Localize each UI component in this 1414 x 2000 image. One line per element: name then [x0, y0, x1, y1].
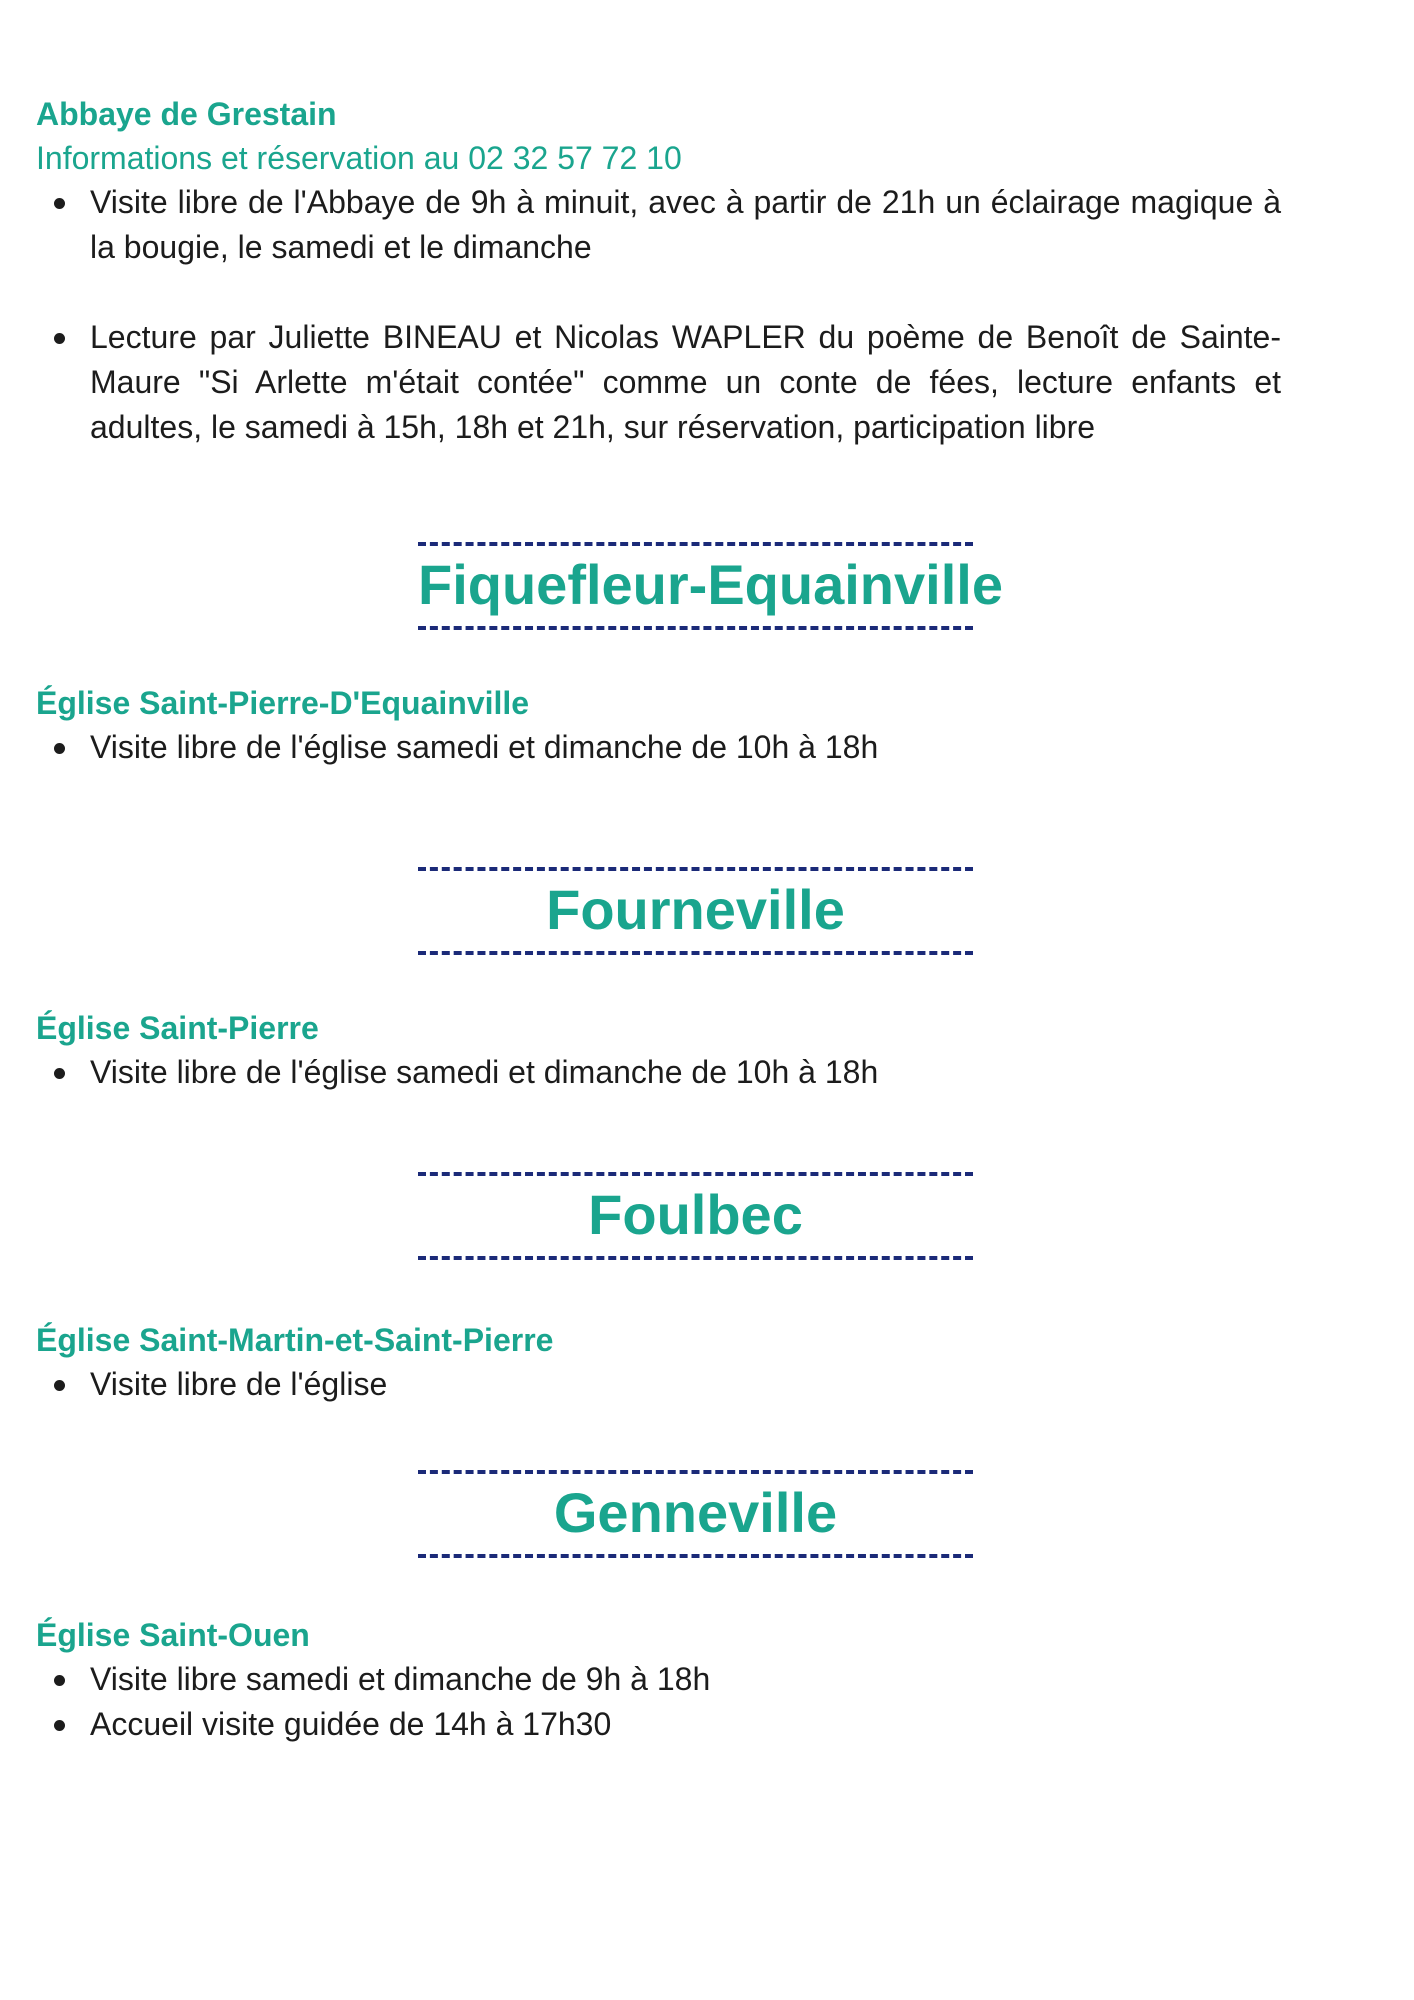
list-item: Visite libre de l'Abbaye de 9h à minuit, avec à partir de 21h un éclairage magique à la bougie, le samedi et le dimanche [36, 180, 1281, 270]
fourneville-section [36, 1006, 1281, 1095]
dashed-divider [418, 1470, 973, 1474]
venue-title: Abbaye de Grestain [36, 96, 337, 132]
dashed-divider [418, 1554, 973, 1558]
reservation-info: Informations et réservation au 02 32 57 72 10 [36, 140, 682, 176]
list-item: Visite libre samedi et dimanche de 9h à 18h [36, 1657, 1281, 1702]
dashed-divider [418, 1256, 973, 1260]
dashed-divider [418, 951, 973, 955]
town-name: Foulbec [588, 1183, 803, 1246]
list-item: Accueil visite guidée de 14h à 17h30 [36, 1702, 1281, 1747]
list-item: Visite libre de l'église samedi et dimanche de 10h à 18h [36, 725, 1281, 770]
activity-list [36, 1657, 1281, 1747]
town-heading-genneville [418, 1470, 973, 1558]
dashed-divider [418, 626, 973, 630]
activity-list [36, 1362, 1281, 1407]
foulbec-section [36, 1318, 1281, 1407]
town-heading-foulbec [418, 1172, 973, 1260]
venue-title: Église Saint-Pierre [36, 1010, 319, 1046]
town-heading-fourneville [418, 867, 973, 955]
activity-list [36, 725, 1281, 770]
list-item: Visite libre de l'église samedi et dimanche de 10h à 18h [36, 1050, 1281, 1095]
venue-title: Église Saint-Martin-et-Saint-Pierre [36, 1322, 554, 1358]
town-name: Genneville [553, 1481, 838, 1544]
dashed-divider [418, 867, 973, 871]
activity-list [36, 1050, 1281, 1095]
dashed-divider [418, 1172, 973, 1176]
list-item: Lecture par Juliette BINEAU et Nicolas WAPLER du poème de Benoît de Sainte-Maure "Si Arlette m'était contée" comme un conte de fées, lecture enfants et adultes, le samedi à 15h, 18h et 21h, sur réservation, participation libre [36, 315, 1281, 450]
grestain-section [36, 92, 1281, 450]
dashed-divider [418, 542, 973, 546]
venue-title: Église Saint-Pierre-D'Equainville [36, 685, 530, 721]
fiquefleur-section [36, 681, 1281, 770]
venue-title: Église Saint-Ouen [36, 1617, 310, 1653]
town-name: Fiquefleur-Equainville [418, 553, 1003, 616]
list-item: Visite libre de l'église [36, 1362, 1281, 1407]
town-heading-fiquefleur [418, 542, 1003, 630]
town-name: Fourneville [546, 878, 845, 941]
activity-list [36, 180, 1281, 450]
genneville-section [36, 1613, 1281, 1747]
